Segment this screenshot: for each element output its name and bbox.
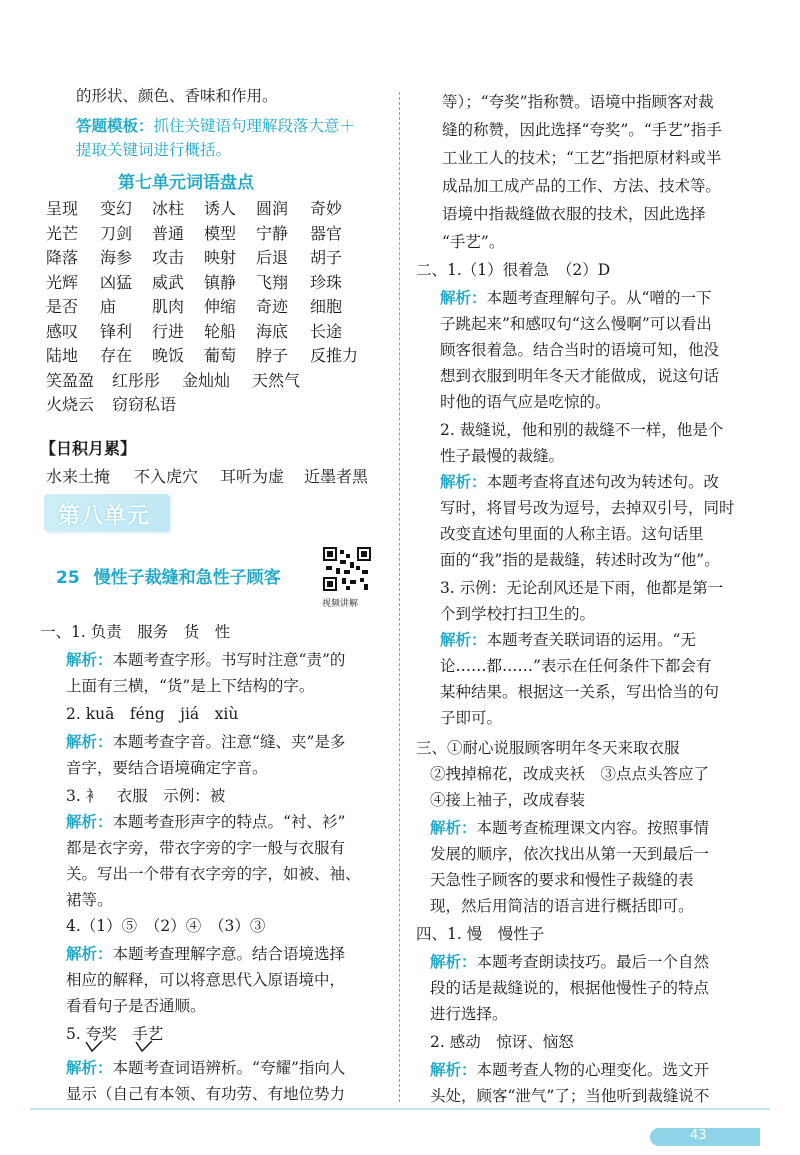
- text-line: 语境中指裁缝做衣服的技术，因此选择: [442, 205, 706, 223]
- text-line: 成品加工成产品的工作、方法、技术等。: [442, 177, 722, 195]
- lesson-name: 慢性子裁缝和急性子顾客: [93, 568, 281, 588]
- analysis-text: 音字，要结合语境确定字音。: [66, 759, 268, 777]
- question: 二、1.（1）很着急 （2）D: [416, 261, 611, 279]
- vocab-word: 降落: [46, 248, 79, 267]
- question: 5. 夸奖 手艺: [66, 1025, 164, 1043]
- analysis-text: 本题考查字音。注意“缝、夹”是多: [112, 733, 346, 751]
- vocab-word: 奇妙: [310, 199, 343, 218]
- page-number: 43: [690, 1128, 707, 1143]
- analysis-label: 解析：: [430, 819, 477, 837]
- question: 2. 感动 惊讶、恼怒: [430, 1033, 574, 1051]
- analysis-label: 解析：: [66, 813, 113, 831]
- vocab-word: 普通: [152, 223, 185, 243]
- vocab-word: 器官: [310, 223, 343, 243]
- analysis-label: 解析：: [430, 1061, 477, 1079]
- qr-code-icon[interactable]: [322, 546, 372, 592]
- vocab-word: 后退: [256, 248, 289, 267]
- vocab-word: 笑盈盈: [46, 370, 95, 390]
- vocab-word: 肌肉: [152, 297, 185, 316]
- analysis-text: 本题考查朗读技巧。最后一个自然: [476, 953, 710, 971]
- vocab-word: 呈现: [46, 199, 79, 218]
- vocab-word: 攻击: [152, 248, 185, 267]
- analysis-text: 本题考查理解字意。结合语境选择: [112, 945, 346, 963]
- analysis: [66, 1058, 345, 1078]
- vocab-word: 光芒: [46, 223, 79, 243]
- analysis: [440, 288, 711, 308]
- analysis-text: 本题考查梳理课文内容。按照事情: [476, 819, 710, 837]
- vocab-word: 变幻: [100, 199, 133, 218]
- analysis-label: 解析：: [430, 953, 477, 971]
- analysis-text: 段的话是裁缝说的，根据他慢性子的特点: [430, 979, 710, 997]
- vocab-word: 葡萄: [204, 346, 237, 365]
- analysis-text: 头处，顾客“泄气”了；当他听到裁缝说不: [430, 1087, 710, 1105]
- idiom: 不入虎穴: [134, 467, 199, 486]
- vocab-word: 长途: [310, 321, 343, 341]
- analysis-text: 面的“我”指的是裁缝，转述时改为“他”。: [440, 551, 720, 569]
- question: 4.（1）⑤ （2）④ （3）③: [66, 917, 266, 935]
- vocab-word: 诱人: [204, 199, 237, 218]
- unit-banner: [44, 494, 170, 532]
- analysis: [440, 630, 696, 650]
- vocab-word: 轮船: [204, 321, 237, 341]
- vocab-word: 伸缩: [204, 297, 237, 316]
- vocab-word: 胡子: [310, 248, 343, 267]
- analysis-text: 写时，将冒号改为逗号，去掉双引号，同时: [440, 499, 735, 517]
- vocab-word: 窃窃私语: [112, 395, 177, 414]
- analysis-text: 相应的解释，可以将意思代入原语境中，: [66, 971, 346, 989]
- analysis-label: 解析：: [66, 651, 113, 669]
- check-marks-icon: [80, 1040, 180, 1054]
- section-title: 第七单元词语盘点: [118, 173, 254, 193]
- text-line: “手艺”。: [442, 233, 505, 251]
- text-line: 缝的称赞，因此选择“夸奖”。“手艺”指手: [442, 121, 722, 139]
- analysis-text: 改变直述句里面的人称主语。这句话里: [440, 525, 704, 543]
- idiom: 近墨者黑: [304, 467, 369, 486]
- analysis: [430, 952, 709, 972]
- vocab-word: 锋利: [100, 321, 133, 341]
- vocab-word: 存在: [100, 346, 133, 365]
- vocab-word: 威武: [152, 272, 185, 292]
- analysis-text: 本题考查将直述句改为转述句。改: [486, 473, 720, 491]
- vocab-word: 行进: [152, 321, 185, 341]
- vocab-word: 陆地: [46, 346, 79, 365]
- question: 个到学校打扫卫生的。: [440, 605, 596, 623]
- analysis-label: 解析：: [66, 1059, 113, 1077]
- idiom: 水来土掩: [46, 467, 111, 486]
- vocab-word: 冰柱: [152, 199, 185, 218]
- text-line: 的形状、颜色、香味和作用。: [76, 87, 278, 105]
- analysis-text: 显示（自己有本领、有功劳、有地位势力: [66, 1085, 346, 1103]
- vocab-word: 圆润: [256, 199, 289, 218]
- text-line: 等）；“夸奖”指称赞。语境中指顾客对裁: [442, 93, 714, 111]
- analysis-text: 时他的语气应是吃惊的。: [440, 393, 611, 411]
- text-line: 工业工人的技术；“工艺”指把原材料或半: [442, 149, 722, 167]
- vocab-word: 红彤彤: [112, 370, 161, 390]
- answer-template: [76, 116, 355, 136]
- analysis-text: 本题考查词语辨析。“夸耀”指向人: [112, 1059, 346, 1077]
- vocab-word: 刀剑: [100, 223, 133, 243]
- analysis: [66, 732, 345, 752]
- vocab-word: 反推力: [310, 346, 359, 365]
- bracket-title: 【日积月累】: [40, 439, 137, 458]
- lesson-title: [56, 563, 281, 588]
- question: 2. 裁缝说，他和别的裁缝不一样，他是个: [440, 421, 724, 439]
- vocab-word: 奇迹: [256, 297, 289, 316]
- vocab-word: 脖子: [256, 346, 289, 365]
- vocab-word: 珍珠: [310, 272, 343, 292]
- vocab-word: 映射: [204, 248, 237, 267]
- vocab-word: 感叹: [46, 321, 79, 341]
- vocab-word: 庙: [100, 297, 117, 316]
- vocab-word: 晚饭: [152, 346, 185, 365]
- question: ②拽掉棉花，改成夹袄 ③点点头答应了: [430, 765, 710, 783]
- analysis-text: 进行选择。: [430, 1005, 508, 1023]
- vocab-word: 海底: [256, 321, 289, 341]
- analysis-text: 看看句子是否通顺。: [66, 997, 206, 1015]
- vocab-word: 金灿灿: [182, 370, 231, 390]
- template-text: 抓住关键语句理解段落大意＋: [153, 117, 356, 135]
- footer-rule: [30, 1108, 770, 1110]
- analysis-text: 论……都……”表示在任何条件下都会有: [440, 657, 712, 675]
- analysis-text: 本题考查形声字的特点。“衬、衫”: [112, 813, 346, 831]
- analysis: [430, 818, 709, 838]
- analysis-label: 解析：: [66, 733, 113, 751]
- question: 性子最慢的裁缝。: [440, 447, 565, 465]
- analysis: [440, 472, 719, 492]
- analysis-label: 解析：: [440, 473, 487, 491]
- vocab-word: 是否: [46, 297, 79, 316]
- analysis-label: 解析：: [440, 631, 487, 649]
- vocab-word: 飞翔: [256, 272, 289, 292]
- vocab-word: 模型: [204, 223, 237, 243]
- template-text-2: 提取关键词进行概括。: [76, 141, 232, 159]
- question: 3. 衤 衣服 示例：被: [66, 787, 226, 805]
- question: 三、①耐心说服顾客明年冬天来取衣服: [416, 739, 680, 757]
- vocab-word: 海参: [100, 248, 133, 267]
- column-divider: [399, 92, 400, 1102]
- analysis-text: 关。写出一个带有衣字旁的字，如被、袖、: [66, 865, 361, 883]
- analysis-text: 裙等。: [66, 891, 113, 909]
- question: 2. kuā féng jiá xiù: [66, 705, 239, 723]
- analysis-label: 解析：: [440, 289, 487, 307]
- analysis-text: 顾客很着急。结合当时的语境可知，他没: [440, 341, 720, 359]
- analysis-text: 子跳起来”和感叹句“这么慢啊”可以看出: [440, 315, 712, 333]
- analysis-text: 子即可。: [440, 709, 503, 727]
- analysis-text: 现，然后用简洁的语言进行概括即可。: [430, 897, 694, 915]
- analysis-text: 本题考查字形。书写时注意“责”的: [112, 651, 346, 669]
- vocab-word: 宁静: [256, 223, 289, 243]
- idiom: 耳听为虚: [220, 467, 285, 486]
- question: 一、1. 负责 服务 货 性: [40, 623, 231, 641]
- analysis-text: 某种结果。根据这一关系，写出恰当的句: [440, 683, 720, 701]
- vocab-word: 天然气: [252, 370, 301, 390]
- lesson-number: 25: [56, 568, 80, 588]
- analysis-text: 本题考查关联词语的运用。“无: [486, 631, 696, 649]
- question: ④接上袖子，改成春装: [430, 791, 586, 809]
- analysis-text: 天急性子顾客的要求和慢性子裁缝的表: [430, 871, 694, 889]
- template-label: 答题模板：: [76, 117, 154, 135]
- analysis-text: 想到衣服到明年冬天才能做成，说这句话: [440, 367, 720, 385]
- analysis-text: 本题考查理解句子。从“噌的一下: [486, 289, 712, 307]
- vocab-word: 火烧云: [46, 395, 95, 414]
- analysis-label: 解析：: [66, 945, 113, 963]
- analysis-text: 上面有三横，“货”是上下结构的字。: [66, 677, 315, 695]
- analysis-text: 都是衣字旁，带衣字旁的字一般与衣服有: [66, 839, 346, 857]
- vocab-word: 细胞: [310, 297, 343, 316]
- analysis: [66, 944, 345, 964]
- analysis: [430, 1060, 709, 1080]
- vocab-word: 光辉: [46, 272, 79, 292]
- question: 四、1. 慢 慢性子: [416, 925, 545, 943]
- analysis: [66, 812, 345, 832]
- unit-banner-text: 第八单元: [58, 504, 151, 529]
- qr-label: 视频讲解: [322, 599, 359, 609]
- analysis: [66, 650, 345, 670]
- analysis-text: 发展的顺序，依次找出从第一天到最后一: [430, 845, 710, 863]
- question: 3. 示例：无论刮风还是下雨，他都是第一: [440, 579, 724, 597]
- analysis-text: 本题考查人物的心理变化。选文开: [476, 1061, 710, 1079]
- vocab-word: 凶猛: [100, 272, 133, 292]
- vocab-word: 镇静: [204, 272, 237, 292]
